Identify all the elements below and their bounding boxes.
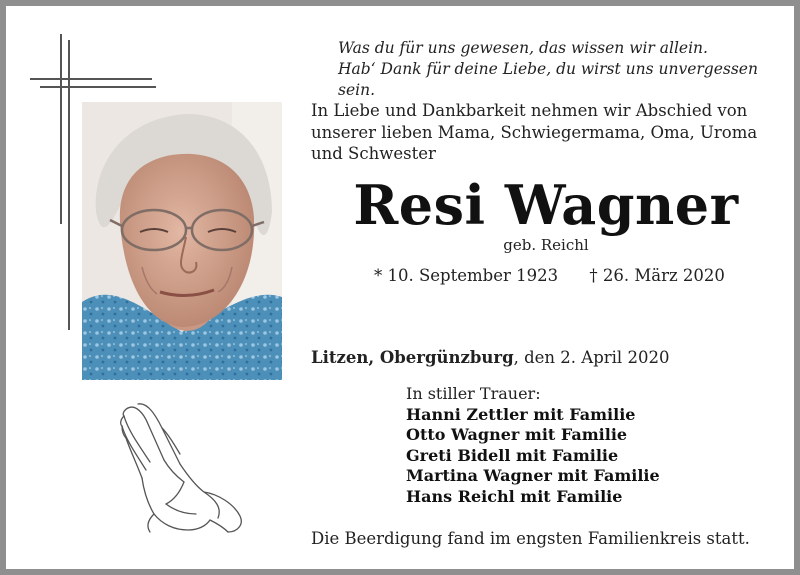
life-dates [374,265,784,287]
mourner-family: Otto Wagner mit Familie [406,425,628,444]
intro-line: In Liebe und Dankbarkeit nehmen wir Abschied von [311,101,748,120]
quote-line: Was du für uns gewesen, das wissen wir allein. [338,39,708,57]
memorial-quote [338,38,788,101]
cross-line [60,34,62,224]
quote-line: Hab‘ Dank für deine Liebe, du wirst uns unvergessen sein. [338,60,758,99]
mourning-heading: In stiller Trauer: [406,384,541,403]
birth-star-icon: * [374,266,383,285]
mourners-list [406,384,786,507]
maiden-name: geb. Reichl [503,236,589,254]
mourner-family: Martina Wagner mit Familie [406,466,660,485]
portrait-photo [82,102,282,380]
cross-line [40,86,156,88]
intro-line: und Schwester [311,144,436,163]
mourner-family: Hanni Zettler mit Familie [406,404,636,424]
mourner-family: Greti Bidell mit Familie [406,445,619,465]
funeral-note: Die Beerdigung fand im engsten Familienkreis statt. [311,529,750,548]
place-name: Litzen, Obergünzburg [311,348,514,367]
death-date: 26. März 2020 [602,266,725,285]
cross-line [30,78,152,80]
intro-line: unserer lieben Mama, Schwiegermama, Oma, Uroma [311,122,758,142]
cross-line [68,40,70,330]
place-date [311,347,781,369]
mourner-family: Hans Reichl mit Familie [406,486,623,506]
praying-hands-icon [118,400,248,536]
farewell-intro [311,100,781,165]
portrait-illustration [82,102,282,380]
birth-date: 10. September 1923 [387,266,559,285]
deceased-name: Resi Wagner [353,173,739,237]
notice-date: , den 2. April 2020 [513,348,670,367]
death-cross-icon: † [589,266,598,285]
